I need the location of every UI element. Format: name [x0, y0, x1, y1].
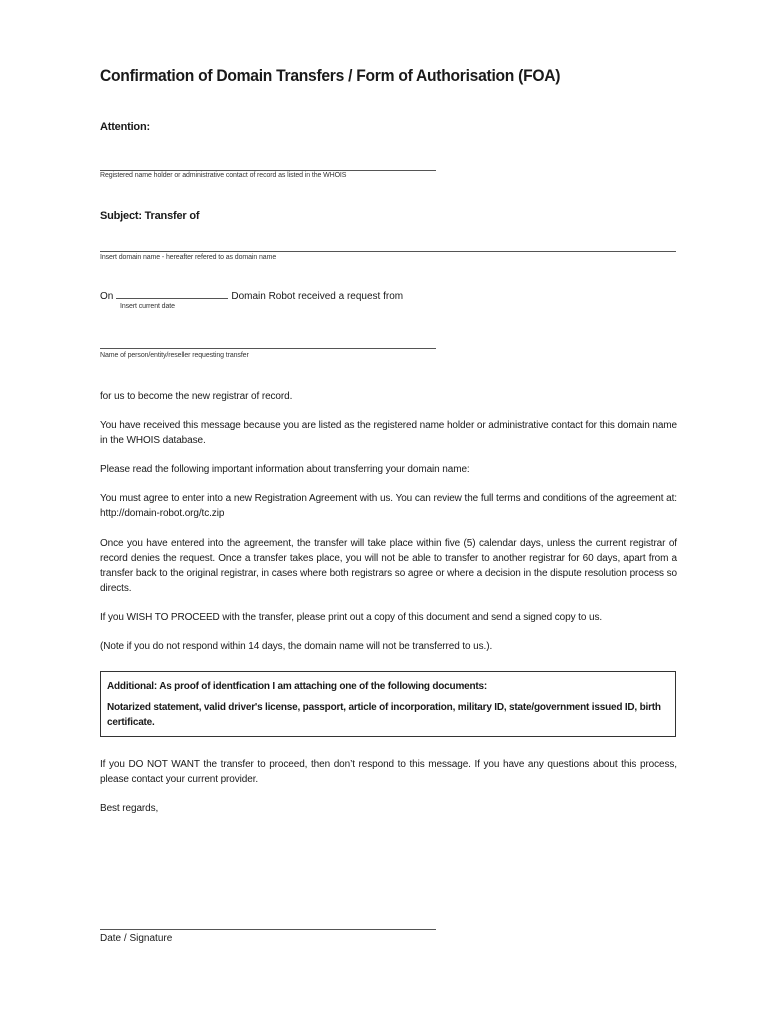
closing-regards: Best regards,	[100, 803, 159, 814]
attention-hint: Registered name holder or administrative contact of record as listed in the WHOIS	[100, 172, 347, 179]
subject-label: Subject: Transfer of	[100, 210, 200, 222]
identification-box	[100, 671, 676, 737]
paragraph-note-14-days: (Note if you do not respond within 14 days, the domain name will not be transferred to us.).	[100, 641, 493, 652]
paragraph-transfer-terms: Once you have entered into the agreement, the transfer will take place within five (5) calendar days, unless the current registrar of record denies the request. Once a transfer takes place, you will not be able to transfer to another registrar for 60 days, apart from a transfer back to the original registrar, in cases where both registrars so agree or where a decision in the dispute resolution process so directs.	[100, 538, 677, 594]
on-suffix: Domain Robot received a request from	[231, 291, 404, 302]
date-hint: Insert current date	[120, 303, 175, 310]
paragraph-do-not-want: If you DO NOT WANT the transfer to proceed, then don’t respond to this message. If you have any questions about this process, please contact your current provider.	[100, 759, 677, 785]
received-request-line	[100, 289, 403, 302]
domain-name-line	[100, 251, 676, 252]
paragraph-received-message: You have received this message because you are listed as the registered name holder or administrative contact for this domain name in the WHOIS database.	[100, 420, 677, 446]
requester-hint: Name of person/entity/reseller requesting transfer	[100, 352, 249, 359]
on-prefix: On	[100, 291, 114, 302]
paragraph-wish-to-proceed: If you WISH TO PROCEED with the transfer, please print out a copy of this document and send a signed copy to us.	[100, 612, 603, 623]
date-line	[116, 289, 228, 299]
identification-heading: Additional: As proof of identfication I am attaching one of the following documents:	[107, 681, 488, 692]
identification-documents: Notarized statement, valid driver's license, passport, article of incorporation, military ID, state/government issued ID, birth certificate.	[107, 702, 661, 728]
paragraph-read-info: Please read the following important information about transferring your domain name:	[100, 464, 470, 475]
domain-name-hint: Insert domain name - hereafter refered to as domain name	[100, 254, 277, 261]
attention-label: Attention:	[100, 121, 150, 133]
signature-label: Date / Signature	[100, 933, 173, 944]
attention-line	[100, 170, 436, 171]
paragraph-new-registrar: for us to become the new registrar of record.	[100, 391, 293, 402]
requester-line	[100, 348, 436, 349]
signature-line	[100, 929, 436, 930]
paragraph-registration-agreement: You must agree to enter into a new Registration Agreement with us. You can review the full terms and conditions of the agreement at: http://domain-robot.org/tc.zip	[100, 493, 677, 519]
document-title: Confirmation of Domain Transfers / Form of Authorisation (FOA)	[100, 66, 561, 85]
